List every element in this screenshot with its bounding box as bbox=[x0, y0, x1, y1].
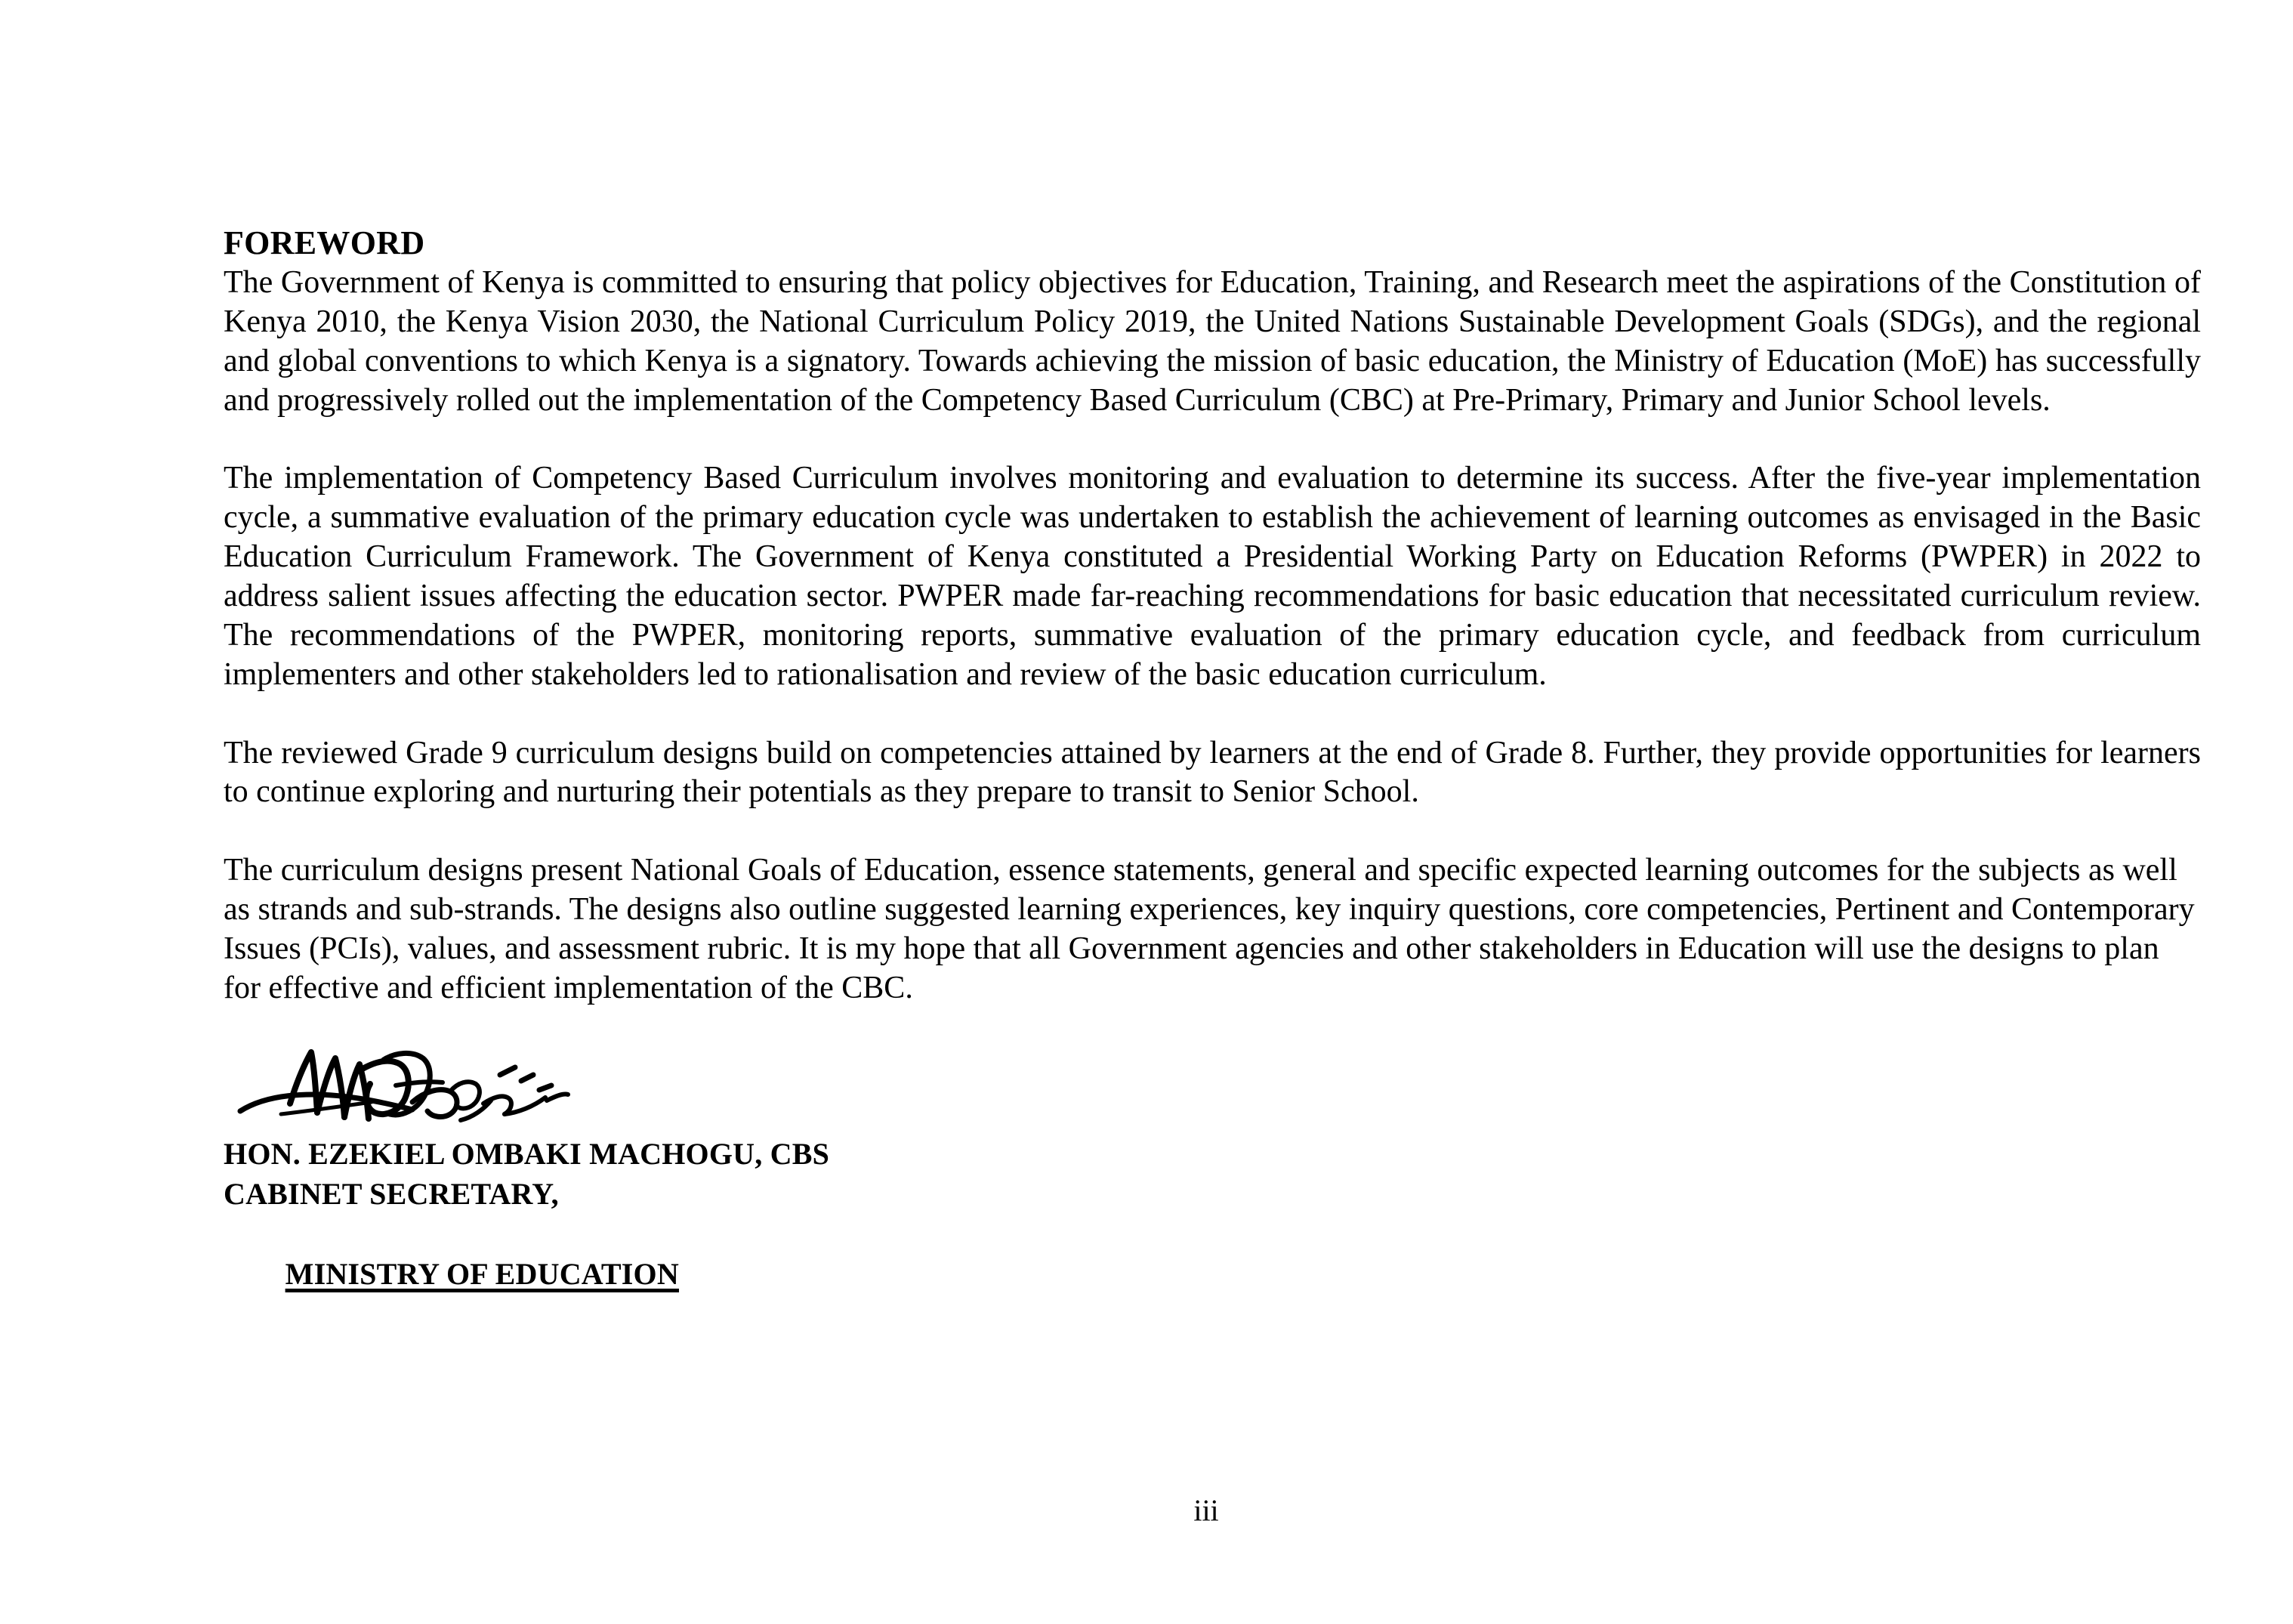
page-number-footer bbox=[0, 1493, 2293, 1527]
handwritten-signature-icon bbox=[234, 1042, 657, 1131]
paragraph-spacer bbox=[224, 812, 2201, 851]
signatory-ministry: MINISTRY OF EDUCATION bbox=[285, 1257, 679, 1292]
signatory-title: CABINET SECRETARY, bbox=[224, 1176, 559, 1211]
foreword-paragraph-2: The implementation of Competency Based Curriculum involves monitoring and evaluation to determine its success. After the five-year implementation cycle, a summative evaluation of the primary education cycle was undertaken to establish the achievement of learning outcomes as envisaged in the Basic Education Curriculum Framework. The Government of Kenya constituted a Presidential Working Party on Education Reforms (PWPER) in 2022 to address salient issues affecting the education sector. PWPER made far-reaching recommendations for basic education that necessitated curriculum review. The recommendations of the PWPER, monitoring reports, summative evaluation of the primary education cycle, and feedback from curriculum implementers and other stakeholders led to rationalisation and review of the basic education curriculum. bbox=[224, 461, 2201, 692]
paragraph-spacer bbox=[224, 695, 2201, 734]
page-title: FOREWORD bbox=[224, 224, 425, 261]
foreword-paragraph-4: The curriculum designs present National Goals of Education, essence statements, general and specific expected learning outcomes for the subjects as well as strands and sub-strands. The designs also outline suggested learning experiences, key inquiry questions, core competencies, Pertinent and Contemporary Issues (PCIs), values, and assessment rubric. It is my hope that all Government agencies and other stakeholders in Education will use the designs to plan for effective and efficient implementation of the CBC. bbox=[224, 853, 2195, 1005]
paragraph-spacer bbox=[224, 420, 2201, 459]
signature-block bbox=[224, 1042, 2201, 1335]
signature-strokes bbox=[234, 1042, 657, 1131]
document-body bbox=[224, 224, 2201, 1335]
foreword-paragraph-1: The Government of Kenya is committed to ensuring that policy objectives for Education, Training, and Research meet the aspirations of the Constitution of Kenya 2010, the Kenya Vision 2030, the National Curriculum Policy 2019, the United Nations Sustainable Development Goals (SDGs), and the regional and global conventions to which Kenya is a signatory. Towards achieving the mission of basic education, the Ministry of Education (MoE) has successfully and progressively rolled out the implementation of the Competency Based Curriculum (CBC) at Pre-Primary, Primary and Junior School levels. bbox=[224, 265, 2201, 418]
foreword-paragraph-3: The reviewed Grade 9 curriculum designs build on competencies attained by learners at the end of Grade 8. Further, they provide opportunities for learners to continue exploring and nurturing their potentials as they prepare to transit to Senior School. bbox=[224, 735, 2201, 810]
signatory-name: HON. EZEKIEL OMBAKI MACHOGU, CBS bbox=[224, 1136, 830, 1171]
page-number-value: iii bbox=[1193, 1493, 1219, 1527]
